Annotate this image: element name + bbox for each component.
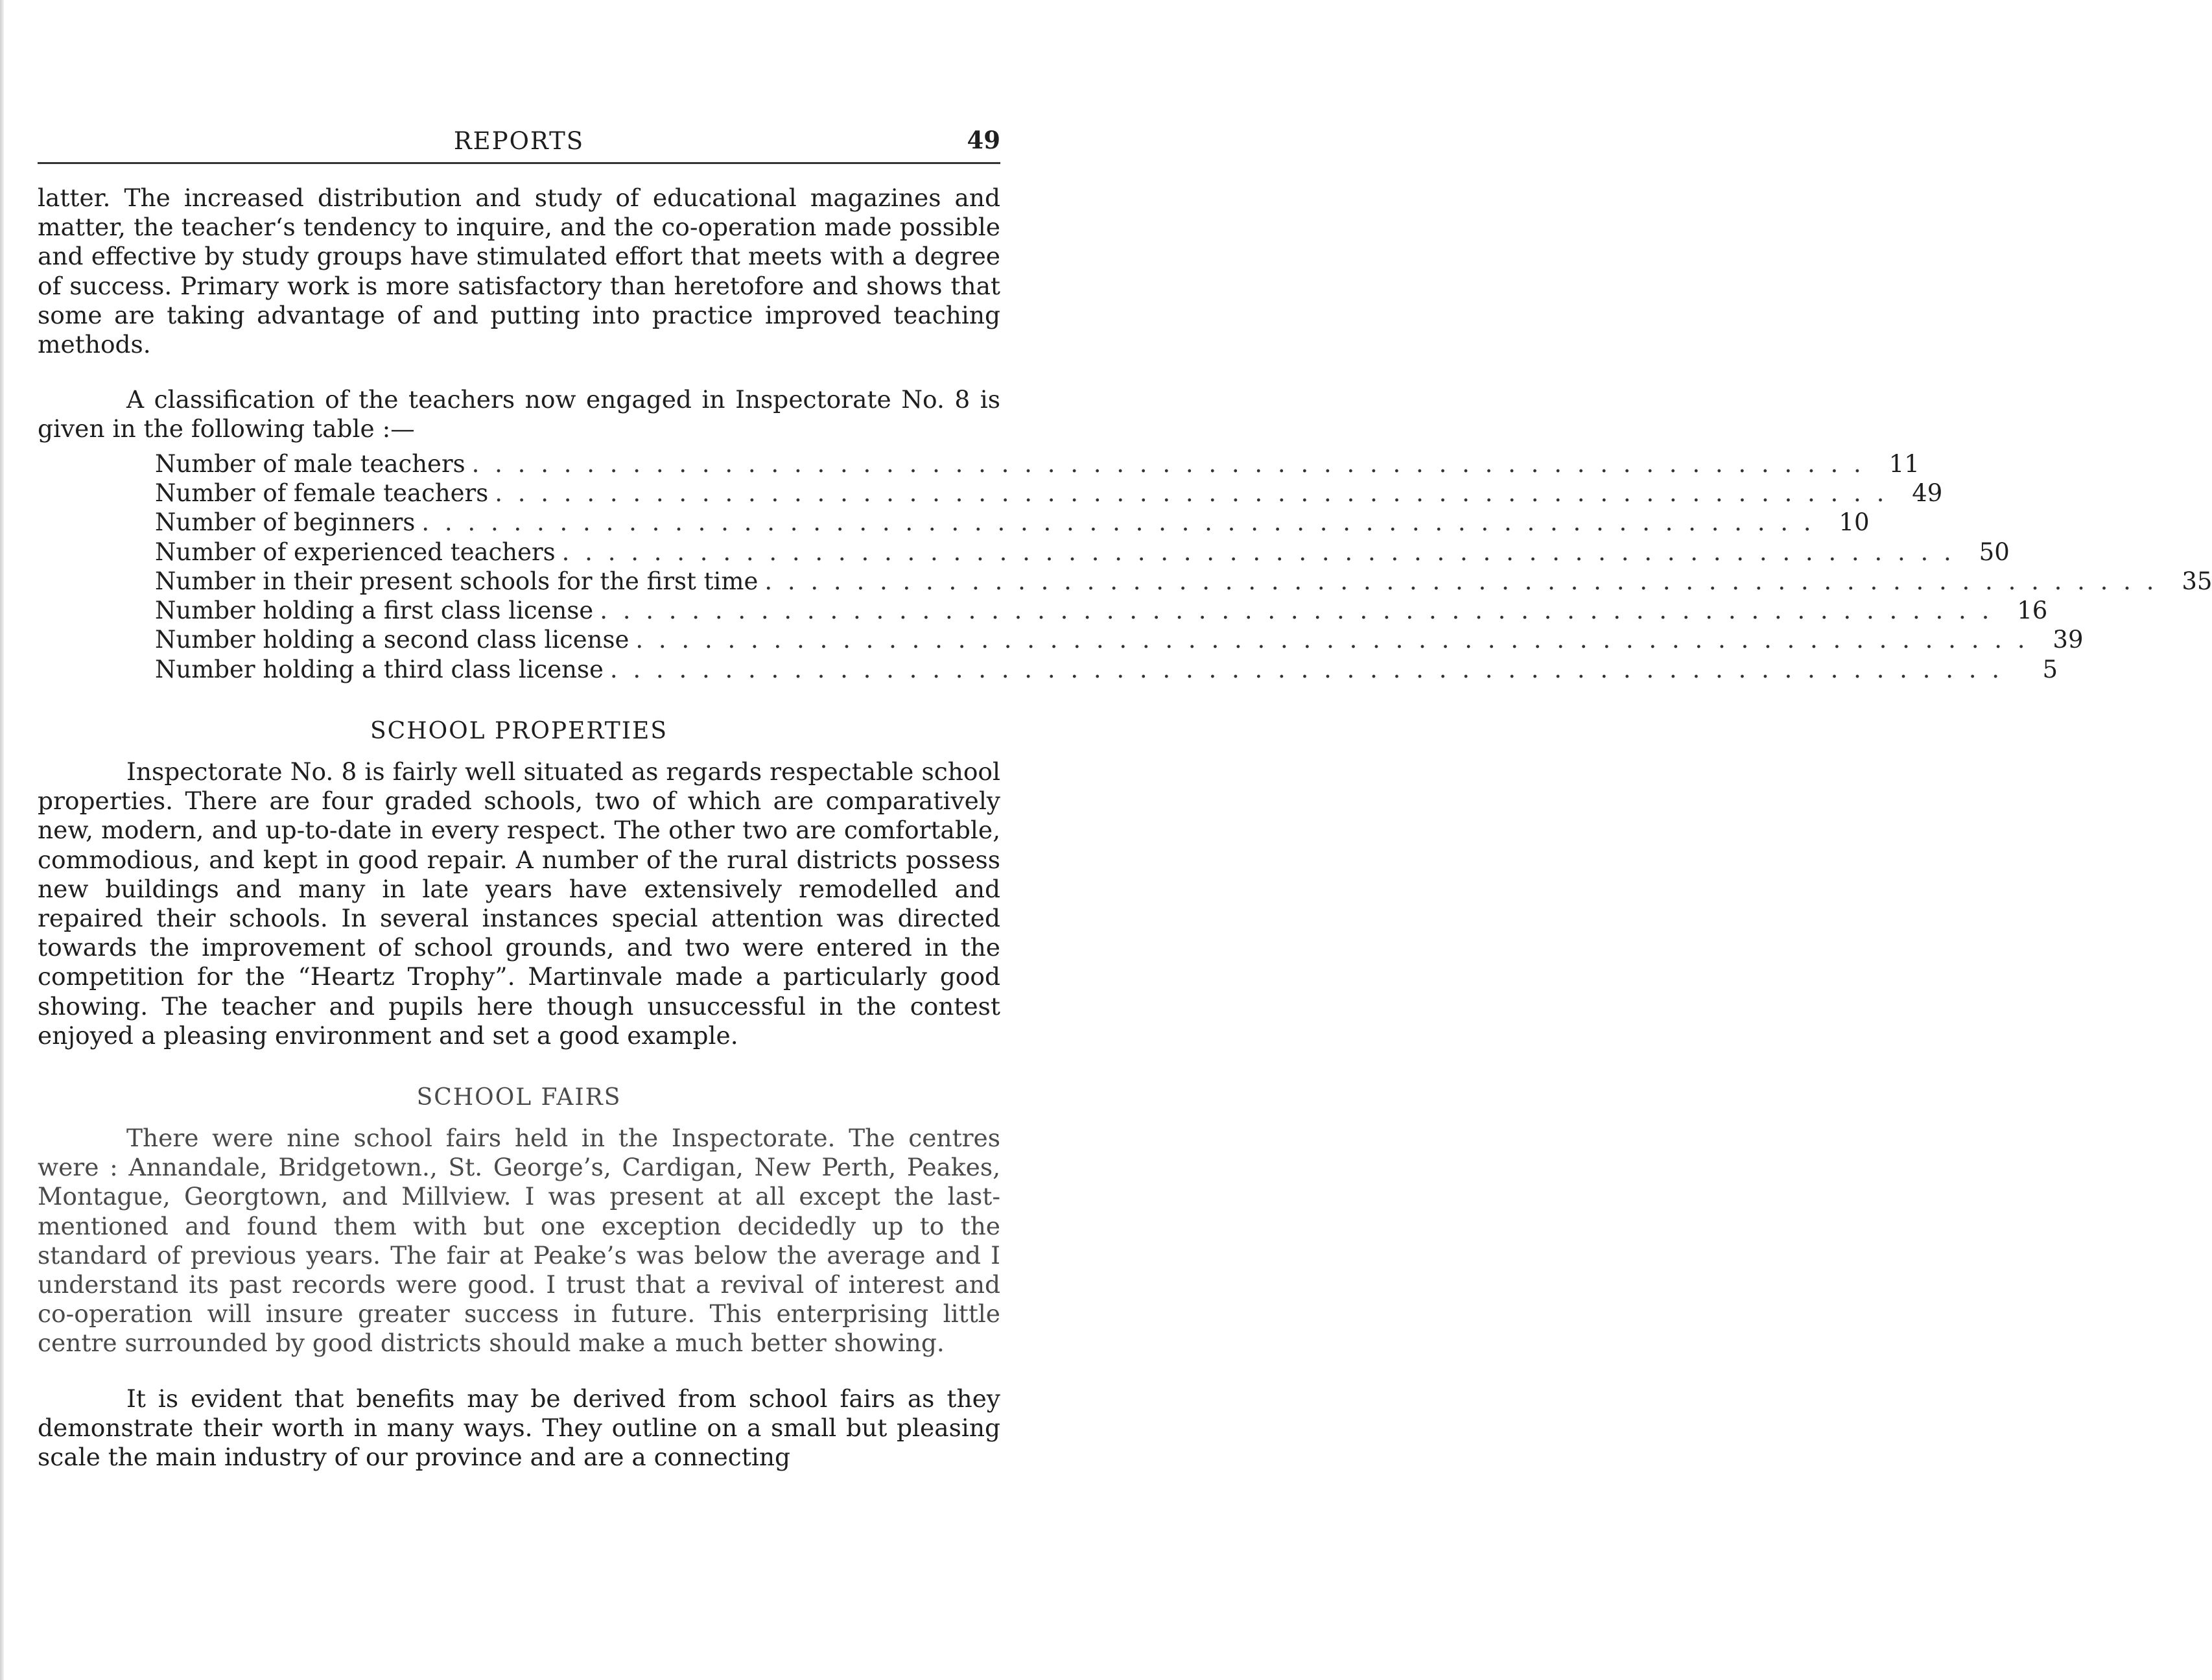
section-heading-school-properties: SCHOOL PROPERTIES — [370, 718, 668, 744]
paragraph-classification-intro: A classification of the teachers now engaged in Inspectorate No. 8 is given in the following table :— — [38, 385, 1000, 444]
row-label: Number in their present schools for the first time — [155, 567, 759, 595]
section-heading-school-fairs: SCHOOL FAIRS — [416, 1084, 622, 1111]
row-label: Number of female teachers — [155, 479, 489, 507]
table-row — [155, 538, 2010, 567]
paragraph-latter: latter. The increased distribution and study of educational magazines and matter, the teacher‘s tendency to inquire, and the co-operation made possible and effective by study groups have stimulated effort that meets with a degree of success. Primary work is more satisfactory than heretofore and shows that some are taking advantage of and putting into practice improved teaching methods. — [38, 183, 1000, 359]
page-edge-shadow — [0, 0, 4, 1680]
row-value: 16 — [2017, 597, 2048, 625]
dot-leader: . . . . . . . . . . . . . . . . . . . . . . . . . . . . . . . . . . . . . . . . . . . . . . . . . . . . . . . . . . . . . — [495, 479, 1888, 507]
dot-leader: . . . . . . . . . . . . . . . . . . . . . . . . . . . . . . . . . . . . . . . . . . . . . . . . . . . . . . . . . . . . . — [561, 538, 1955, 566]
table-row — [155, 508, 1870, 537]
running-title: REPORTS — [453, 127, 585, 155]
document-page — [38, 122, 2212, 1472]
paragraph-benefits: It is evident that benefits may be derived from school fairs as they demonstrate their worth in many ways. They outline on a small but pleasing scale the main industry of our province and are a connecting — [38, 1384, 1000, 1472]
dot-leader: . . . . . . . . . . . . . . . . . . . . . . . . . . . . . . . . . . . . . . . . . . . . . . . . . . . . . . . . . . . . . — [635, 626, 2029, 654]
paragraph-school-fairs: There were nine school fairs held in the Inspectorate. The centres were : Annandale, Bridgetown., St. George’s, Cardigan, New Perth, Peakes, Montague, Georgtown, and Millview. I was present at all except the last-mentioned and found them with but one exception decidedly up to the standard of previous years. The fair at Peake’s was below the average and I understand its past records were good. I trust that a revival of interest and co-operation will insure greater success in future. This enterprising little centre surrounded by good districts should make a much better showing. — [38, 1124, 1000, 1358]
dot-leader: . . . . . . . . . . . . . . . . . . . . . . . . . . . . . . . . . . . . . . . . . . . . . . . . . . . . . . . . . . . . . — [421, 508, 1815, 537]
row-value: 10 — [1839, 508, 1870, 537]
page-number: 49 — [967, 126, 1000, 154]
row-label: Number of experienced teachers — [155, 538, 556, 566]
table-row — [155, 479, 1943, 508]
table-row — [155, 625, 2084, 654]
dot-leader: . . . . . . . . . . . . . . . . . . . . . . . . . . . . . . . . . . . . . . . . . . . . . . . . . . . . . . . . . . . . . — [600, 597, 1994, 625]
row-label: Number of beginners — [155, 508, 416, 537]
header-rule — [38, 162, 1000, 164]
row-value: 49 — [1912, 479, 1943, 507]
row-label: Number of male teachers — [155, 449, 465, 478]
table-row — [155, 596, 2048, 625]
teacher-classification-table — [155, 449, 2212, 684]
row-value: 11 — [1888, 449, 1920, 478]
table-row — [155, 655, 2058, 684]
row-value: 50 — [1979, 538, 2010, 566]
row-value: 5 — [2042, 655, 2058, 683]
table-row — [155, 449, 1920, 479]
running-header — [38, 122, 1000, 161]
row-label: Number holding a third class license — [155, 655, 604, 683]
row-label: Number holding a first class license — [155, 597, 594, 625]
row-label: Number holding a second class license — [155, 626, 629, 654]
dot-leader: . . . . . . . . . . . . . . . . . . . . . . . . . . . . . . . . . . . . . . . . . . . . . . . . . . . . . . . . . . . . . — [471, 449, 1865, 478]
row-value: 39 — [2053, 626, 2084, 654]
table-row — [155, 567, 2212, 596]
row-value: 35 — [2182, 567, 2212, 595]
paragraph-school-properties: Inspectorate No. 8 is fairly well situated as regards respectable school properties. There are four graded schools, two of which are comparatively new, modern, and up-to-date in every respect. The other two are comfortable, commodious, and kept in good repair. A number of the rural districts possess new buildings and many in late years have extensively remodelled and repaired their schools. In several instances special attention was directed towards the improvement of school grounds, and two were entered in the competition for the “Heartz Trophy”. Martinvale made a particularly good showing. The teacher and pupils here though unsuccessful in the contest enjoyed a pleasing environment and set a good example. — [38, 757, 1000, 1050]
dot-leader: . . . . . . . . . . . . . . . . . . . . . . . . . . . . . . . . . . . . . . . . . . . . . . . . . . . . . . . . . . . . . — [764, 567, 2158, 595]
dot-leader: . . . . . . . . . . . . . . . . . . . . . . . . . . . . . . . . . . . . . . . . . . . . . . . . . . . . . . . . . . . . . — [609, 655, 2003, 683]
